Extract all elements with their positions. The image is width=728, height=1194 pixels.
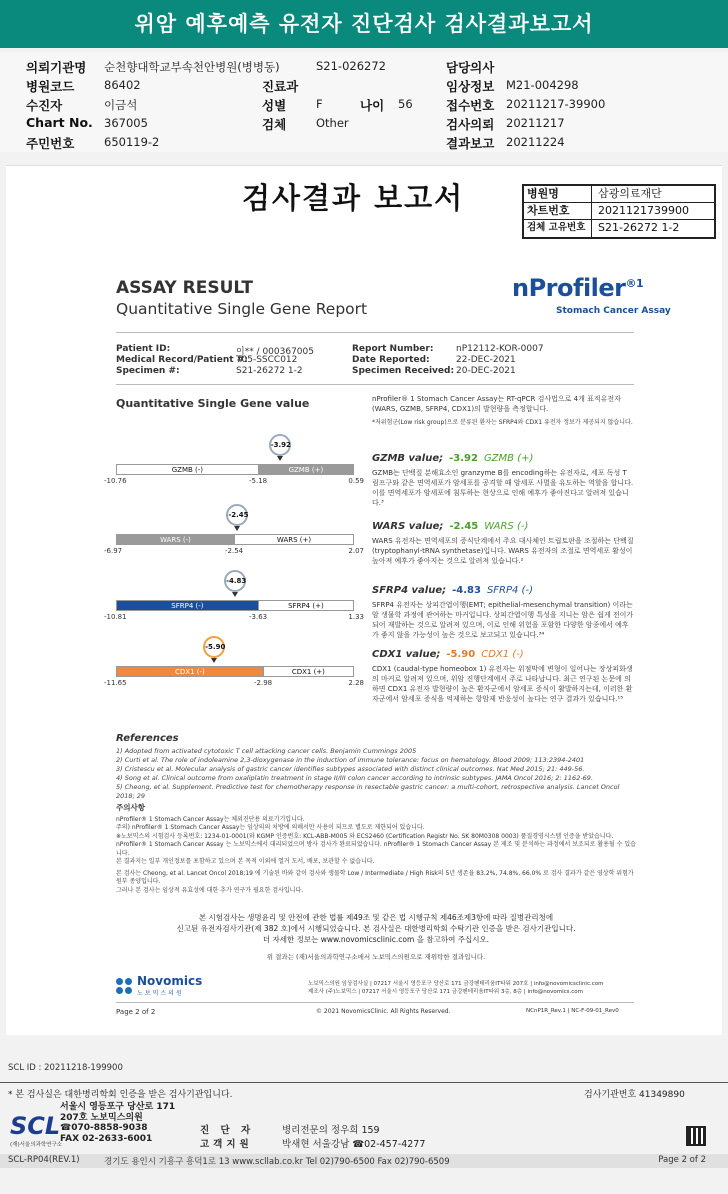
id-key: Medical Record/Patient #: (116, 355, 248, 365)
reference-item: 5) Cheong, et al. Supplement. Predictive test for chemotherapy response in resectable gastric cancer: a multi-cohort, retrospective analysis. Lancet Oncol 2018; 29 (116, 783, 620, 800)
sign-value: 박새현 서울강남 ☎02-457-4277 (282, 1139, 426, 1150)
gene-status: GZMB (+) (483, 453, 534, 464)
id-key: Date Reported: (352, 355, 430, 365)
footer-divider (0, 1082, 728, 1083)
certification-note: * 본 검사실은 대한병리학회 인증을 받은 검사기관입니다. (8, 1090, 233, 1100)
dept-label: 진료과 (262, 79, 299, 94)
gene-status: WARS (-) (484, 521, 529, 532)
requester-label: 의뢰기관명 (26, 60, 87, 75)
gene-heading: WARS value; (372, 521, 444, 532)
value-marker-icon (211, 658, 217, 663)
requester-code: S21-026272 (316, 59, 386, 73)
divider (116, 332, 634, 333)
copyright: © 2021 NovomicsClinic. All Rights Reserved. (316, 1008, 451, 1015)
scl-address (60, 1102, 175, 1144)
caution-item: 본 결과지는 일부 개인정보를 포함하고 있으며 본 목적 이외에 열거 도서, 배포, 보관할 수 없습니다. (116, 858, 375, 865)
stamp-value: S21-26272 1-2 (598, 221, 680, 234)
agency-number: 검사기관번호 41349890 (584, 1090, 685, 1100)
gene-bar-sfrp4 (104, 570, 364, 630)
id-value: S21-26272 1-2 (236, 366, 303, 376)
gene-scale-bar (116, 534, 354, 545)
tick-label-min: -10.81 (104, 613, 127, 621)
assay-result-subtitle: Quantitative Single Gene Report (116, 300, 368, 318)
nprofiler-subtitle: Stomach Cancer Assay (556, 306, 671, 316)
stamp-key: 차트번호 (524, 203, 592, 219)
partner-note: 위 결과는 (재)서울의과학연구소에서 노보믹스의원으로 재위탁한 결과입니다. (266, 953, 486, 961)
reference-item: 3) Cristescu et al. Molecular analysis of gastric cancer identifies subtypes associated with distinct clinical outcomes. Nat Med 2015; 21: 449-56. (116, 765, 585, 773)
bottom-bar (0, 1154, 728, 1168)
brand-sup: ®1 (625, 277, 644, 290)
caution-item: nProfiler® 1 Stomach Cancer Assay 는 노보믹스에서 대리되었으며 방사 검사가 완료되었습니다. nProfiler® 1 Stomach Cancer Assay 본 제조 및 분석하는 과정에서 보조되로 활용될 수 있습니다. (116, 841, 636, 857)
patient-value: 이금석 (104, 98, 138, 112)
novomics-mark-icon (116, 978, 132, 994)
id-key: Specimen Received: (352, 366, 455, 376)
legal-notice (156, 912, 596, 945)
divider (116, 384, 634, 385)
value-marker-icon (277, 456, 283, 461)
gene-scale-bar (116, 600, 354, 611)
clinical-value: M21-004298 (506, 78, 579, 92)
clinical-label: 임상정보 (446, 79, 495, 94)
stamp-row (524, 186, 714, 203)
chart-value: 367005 (104, 116, 148, 130)
gene-description-sfrp4 (372, 586, 634, 640)
stamp-row (524, 220, 714, 237)
tick-label-mid: -5.18 (249, 477, 268, 485)
sex-value: F (316, 97, 323, 111)
intro-text (372, 394, 634, 428)
id-value: 이** / 000367005 (236, 347, 314, 357)
qr-code-icon (686, 1126, 706, 1146)
report-sheet (6, 165, 722, 1035)
report-date-value: 20211224 (506, 135, 565, 149)
reference-item: 4) Song et al. Clinical outcome from oxaliplatin treatment in stage II/III colon cancer according to intrinsic subtypes. JAMA Oncol 2016; 2: 1162-69. (116, 774, 594, 782)
specimen-value: Other (316, 116, 349, 130)
chart-label: Chart No. (26, 115, 93, 130)
gene-status: SFRP4 (-) (486, 585, 533, 596)
scl-address-line: FAX 02-2633-6001 (60, 1133, 153, 1144)
tick-label-min: -10.76 (104, 477, 127, 485)
novomics-logo (116, 974, 202, 997)
gene-value: -4.83 (452, 585, 481, 596)
reception-value: 20211217-39900 (506, 97, 606, 111)
value-marker-icon (234, 526, 240, 531)
stamp-key: 병원명 (524, 186, 592, 202)
reference-item: 1) Adopted from activated cytotoxic T cell attacking cancer cells. Benjamin Cummings 2005 (116, 747, 417, 755)
request-date-value: 20211217 (506, 116, 565, 130)
caution-item: 주의) nProfiler® 1 Stomach Cancer Assay는 임상의의 처방에 의해서만 사용이 되므로 별도로 제한되어 있습니다. (116, 824, 425, 831)
id-value: 22-DEC-2021 (456, 355, 516, 365)
id-value: 20-DEC-2021 (456, 366, 516, 376)
gene-value-bubble: -2.45 (226, 504, 248, 526)
gene-value: -2.45 (449, 521, 479, 532)
gene-value-bubble: -3.92 (269, 434, 291, 456)
id-key: Report Number: (352, 344, 434, 354)
intro-paragraph: nProfiler® 1 Stomach Cancer Assay는 RT-qPCR 검사법으로 4개 표적유전자(WARS, GZMB, SFRP4, CDX1)의 발현량을 측정합니다. (372, 395, 621, 413)
doctor-label: 담당의사 (446, 60, 495, 75)
gene-description-cdx1 (372, 650, 634, 704)
novomics-address-line: 노보믹스의원 임상검사실 | 07217 서울시 영등포구 당산로 171 금강펜테리움IT타워 207호 | info@novomicsclinic.com (308, 981, 604, 987)
scl-logo-subtitle: (재)서울의과학연구소 (10, 1142, 63, 1148)
value-marker-icon (232, 592, 238, 597)
id-value: 650119-2 (104, 135, 160, 149)
hospital-stamp-box (522, 184, 716, 239)
scl-address-line: 207호 노보믹스의원 (60, 1112, 143, 1123)
page-number: Page 2 of 2 (658, 1155, 706, 1165)
gene-heading: SFRP4 value; (372, 585, 447, 596)
notice-line: 신고된 유전자검사기관(제 382 호)에서 시행되었습니다. 본 검사실은 대한병리학회 수탁기관 인증을 받은 검사기관입니다. (176, 924, 576, 933)
sex-label: 성별 (262, 98, 287, 113)
tick-label-min: -6.97 (104, 547, 123, 555)
sign-value: 병리전문의 정우희 159 (282, 1125, 380, 1136)
sign-key: 진 단 자 (200, 1125, 255, 1136)
gene-value: -3.92 (449, 453, 478, 464)
scl-logo: SCL (10, 1112, 61, 1140)
id-value: T05-SSCC012 (236, 355, 298, 365)
stamp-key: 검체 고유번호 (524, 220, 592, 237)
company-contact: 경기도 용인시 기흥구 흥덕1로 13 www.scllab.co.kr Tel 02)790-6500 Fax 02)790-6509 (104, 1157, 450, 1167)
scl-id: SCL ID : 20211218-199900 (8, 1063, 123, 1073)
document-number: NCnP1R_Rev.1 | NC-F-09-01_Rev0 (526, 1008, 619, 1014)
gene-scale-bar (116, 464, 354, 475)
gene-description: SFRP4 유전자는 상피간엽이행(EMT; epithelial-mesenchymal transition) 이라는 암 생물학 과정에 관여하는 마커입니다. 상피간엽이행 특성을 지니는 암은 쉽게 전이가 되어 재발하는 것으로 알려져 있으며, 이로 인해 위험을 포함한 다양한 암종에서 예후가 좋지 않을 가능성이 높은 것으로 보고되고 있습니다.³⁴ (372, 601, 634, 639)
specimen-label: 검체 (262, 117, 287, 132)
nprofiler-logo (512, 274, 643, 302)
novomics-name: Novomics (137, 974, 203, 988)
gene-description: CDX1 (caudal-type homeobox 1) 유전자는 위점막에 변형이 일어나는 장상피화생의 마커로 알려져 있으며, 위암 진행단계에서 주로 나타납니다. 최근 연구된 논문에 의하면 CDX1 유전자 발현량이 높은 환자군에서 암세포 증식이 활발하지는데, 이러한 환자군에서 암세포 증식을 억제하는 항암제 반응성이 높다는 연구 결과가 있습니다.¹⁵ (372, 665, 633, 703)
intro-note: *저위험군(Low risk group)으로 분류된 환자는 SFRP4와 CDX1 유전자 정보가 제공되지 않습니다. (372, 419, 633, 426)
positive-segment: SFRP4 (+) (259, 601, 353, 610)
tick-label-mid: -2.98 (254, 679, 273, 687)
reception-label: 접수번호 (446, 98, 495, 113)
caution-item: nProfiler® 1 Stomach Cancer Assay는 체외진단용 의료기기입니다. (116, 815, 305, 823)
gene-bar-cdx1 (104, 636, 364, 696)
age-label: 나이 (360, 98, 385, 113)
hospital-code-label: 병원코드 (26, 79, 75, 94)
gene-value-bubble: -5.90 (203, 636, 225, 658)
gene-scale-bar (116, 666, 354, 677)
novomics-kor: 노보믹스의원 (137, 990, 184, 997)
report-date-label: 결과보고 (446, 136, 495, 151)
positive-segment: GZMB (+) (259, 465, 353, 474)
request-date-label: 검사의뢰 (446, 117, 495, 132)
references-title: References (116, 733, 179, 744)
negative-segment: CDX1 (-) (117, 667, 264, 676)
stamp-value: 2021121739900 (598, 204, 689, 217)
negative-segment: GZMB (-) (117, 465, 259, 474)
reference-item: 2) Curti et al. The role of indoleamine 2,3-dioxygenase in the induction of immune tolerance: focus on hematology. Blood 2009; 113:2394-2401 (116, 756, 585, 764)
gene-description-wars (372, 522, 634, 566)
gene-value: -5.90 (446, 649, 476, 660)
gene-description-gzmb (372, 454, 634, 508)
form-code: SCL-RP04(REV.1) (8, 1155, 80, 1165)
gene-heading: GZMB value; (372, 453, 444, 464)
requester-value: 순천향대학교부속천안병원(병병동) (104, 60, 280, 74)
cautions (116, 804, 636, 895)
id-label: 주민번호 (26, 136, 75, 151)
sheet-page-number: Page 2 of 2 (116, 1008, 156, 1016)
patient-label: 수진자 (26, 98, 63, 113)
gene-description: WARS 유전자는 면역세포의 증식단계에서 주요 대사체인 트립토판을 조절하는 단백질(tryptophanyl-tRNA synthetase)입니다. WARS 유전자의 조절로 면역세포 활성이 높아져 예후가 좋아지는 것으로 알려져 있습니다.² (372, 537, 634, 565)
caution-item: 본 검사는 Cheong, et al. Lancet Oncol 2018;19 에 기술된 바와 같이 검사와 생물학 Low / Intermediate / High Risk의 5년 생존율 83.2%, 74.8%, 66.0% 로 검사 결과가 같은 영상학 위험가 원부 종양입니다. (116, 869, 634, 885)
positive-segment: WARS (+) (235, 535, 353, 544)
request-info (0, 52, 728, 152)
tick-label-min: -11.65 (104, 679, 127, 687)
novomics-address (308, 980, 638, 996)
tick-label-max: 0.59 (348, 477, 364, 485)
negative-segment: SFRP4 (-) (117, 601, 259, 610)
sheet-title: 검사결과 보고서 (242, 181, 465, 215)
gene-value-bubble: -4.83 (224, 570, 246, 592)
cautions-title: 주의사항 (116, 803, 145, 812)
gene-description: GZMB는 단백질 분해효소인 granzyme B를 encoding하는 유전자로, 세포 독성 T 림프구와 같은 면역세포가 암세포를 공격할 때 암세포 사멸을 유도하는 역할을 합니다. 이를 면역세포가 암세포에 침투하는 현상으로 인해 예후가 좋아진다고 알려져 있습니다.³ (372, 469, 634, 507)
age-value: 56 (398, 97, 413, 111)
qsg-title: Quantitative Single Gene value (116, 397, 310, 410)
stamp-value: 삼광의료재단 (598, 187, 662, 200)
hospital-code-value: 86402 (104, 78, 141, 92)
tick-label-max: 2.07 (348, 547, 364, 555)
caution-item: 그러나 본 검사는 임상적 유효성에 대한 추가 연구가 필요한 검사입니다. (116, 886, 304, 894)
notice-line: 더 자세한 정보는 www.novomicsclinic.com 을 참고하여 주십시오. (262, 935, 490, 944)
sign-key: 고객지원 (200, 1139, 253, 1150)
negative-segment: WARS (-) (117, 535, 235, 544)
brand-name: nProfiler (512, 274, 626, 302)
scl-address-line: ☎070-8858-9038 (60, 1123, 148, 1133)
stamp-row (524, 203, 714, 220)
references (116, 734, 636, 801)
gene-bar-wars (104, 504, 364, 564)
positive-segment: CDX1 (+) (264, 667, 353, 676)
gene-heading: CDX1 value; (372, 649, 441, 660)
divider (116, 1002, 634, 1003)
id-value: nP12112-KOR-0007 (456, 344, 544, 354)
novomics-address-line: 제조사 (주)노보믹스 | 07217 서울시 영등포구 당산로 171 금강펜테리움IT타워 3층, 8층 | info@novomics.com (308, 989, 584, 995)
id-key: Specimen #: (116, 366, 180, 376)
tick-label-max: 2.28 (348, 679, 364, 687)
caution-item: ※노보믹스의 시험검사 등록번호: 1234-01-0001(와 KGMP 인증번호: KCL-ABB-M005 와 ECS2460 (Certification Registr No. SK 80M0308 0003) 품질경영시스템 인증을 받았습니다. (116, 832, 614, 840)
tick-label-mid: -2.54 (225, 547, 244, 555)
tick-label-max: 1.33 (348, 613, 364, 621)
notice-line: 본 시험검사는 생명윤리 및 안전에 관한 법률 제49조 및 같은 법 시행규칙 제46조제3항에 따라 질병관리청에 (198, 913, 554, 922)
scl-address-line: 서울시 영등포구 당산로 171 (60, 1102, 176, 1112)
gene-bar-gzmb (104, 434, 364, 494)
assay-result-title: ASSAY RESULT (116, 278, 254, 298)
id-key: Patient ID: (116, 344, 171, 354)
report-title-banner: 위암 예후예측 유전자 진단검사 검사결과보고서 (0, 0, 728, 48)
tick-label-mid: -3.63 (249, 613, 268, 621)
signatures (200, 1124, 425, 1152)
gene-status: CDX1 (-) (481, 649, 524, 660)
